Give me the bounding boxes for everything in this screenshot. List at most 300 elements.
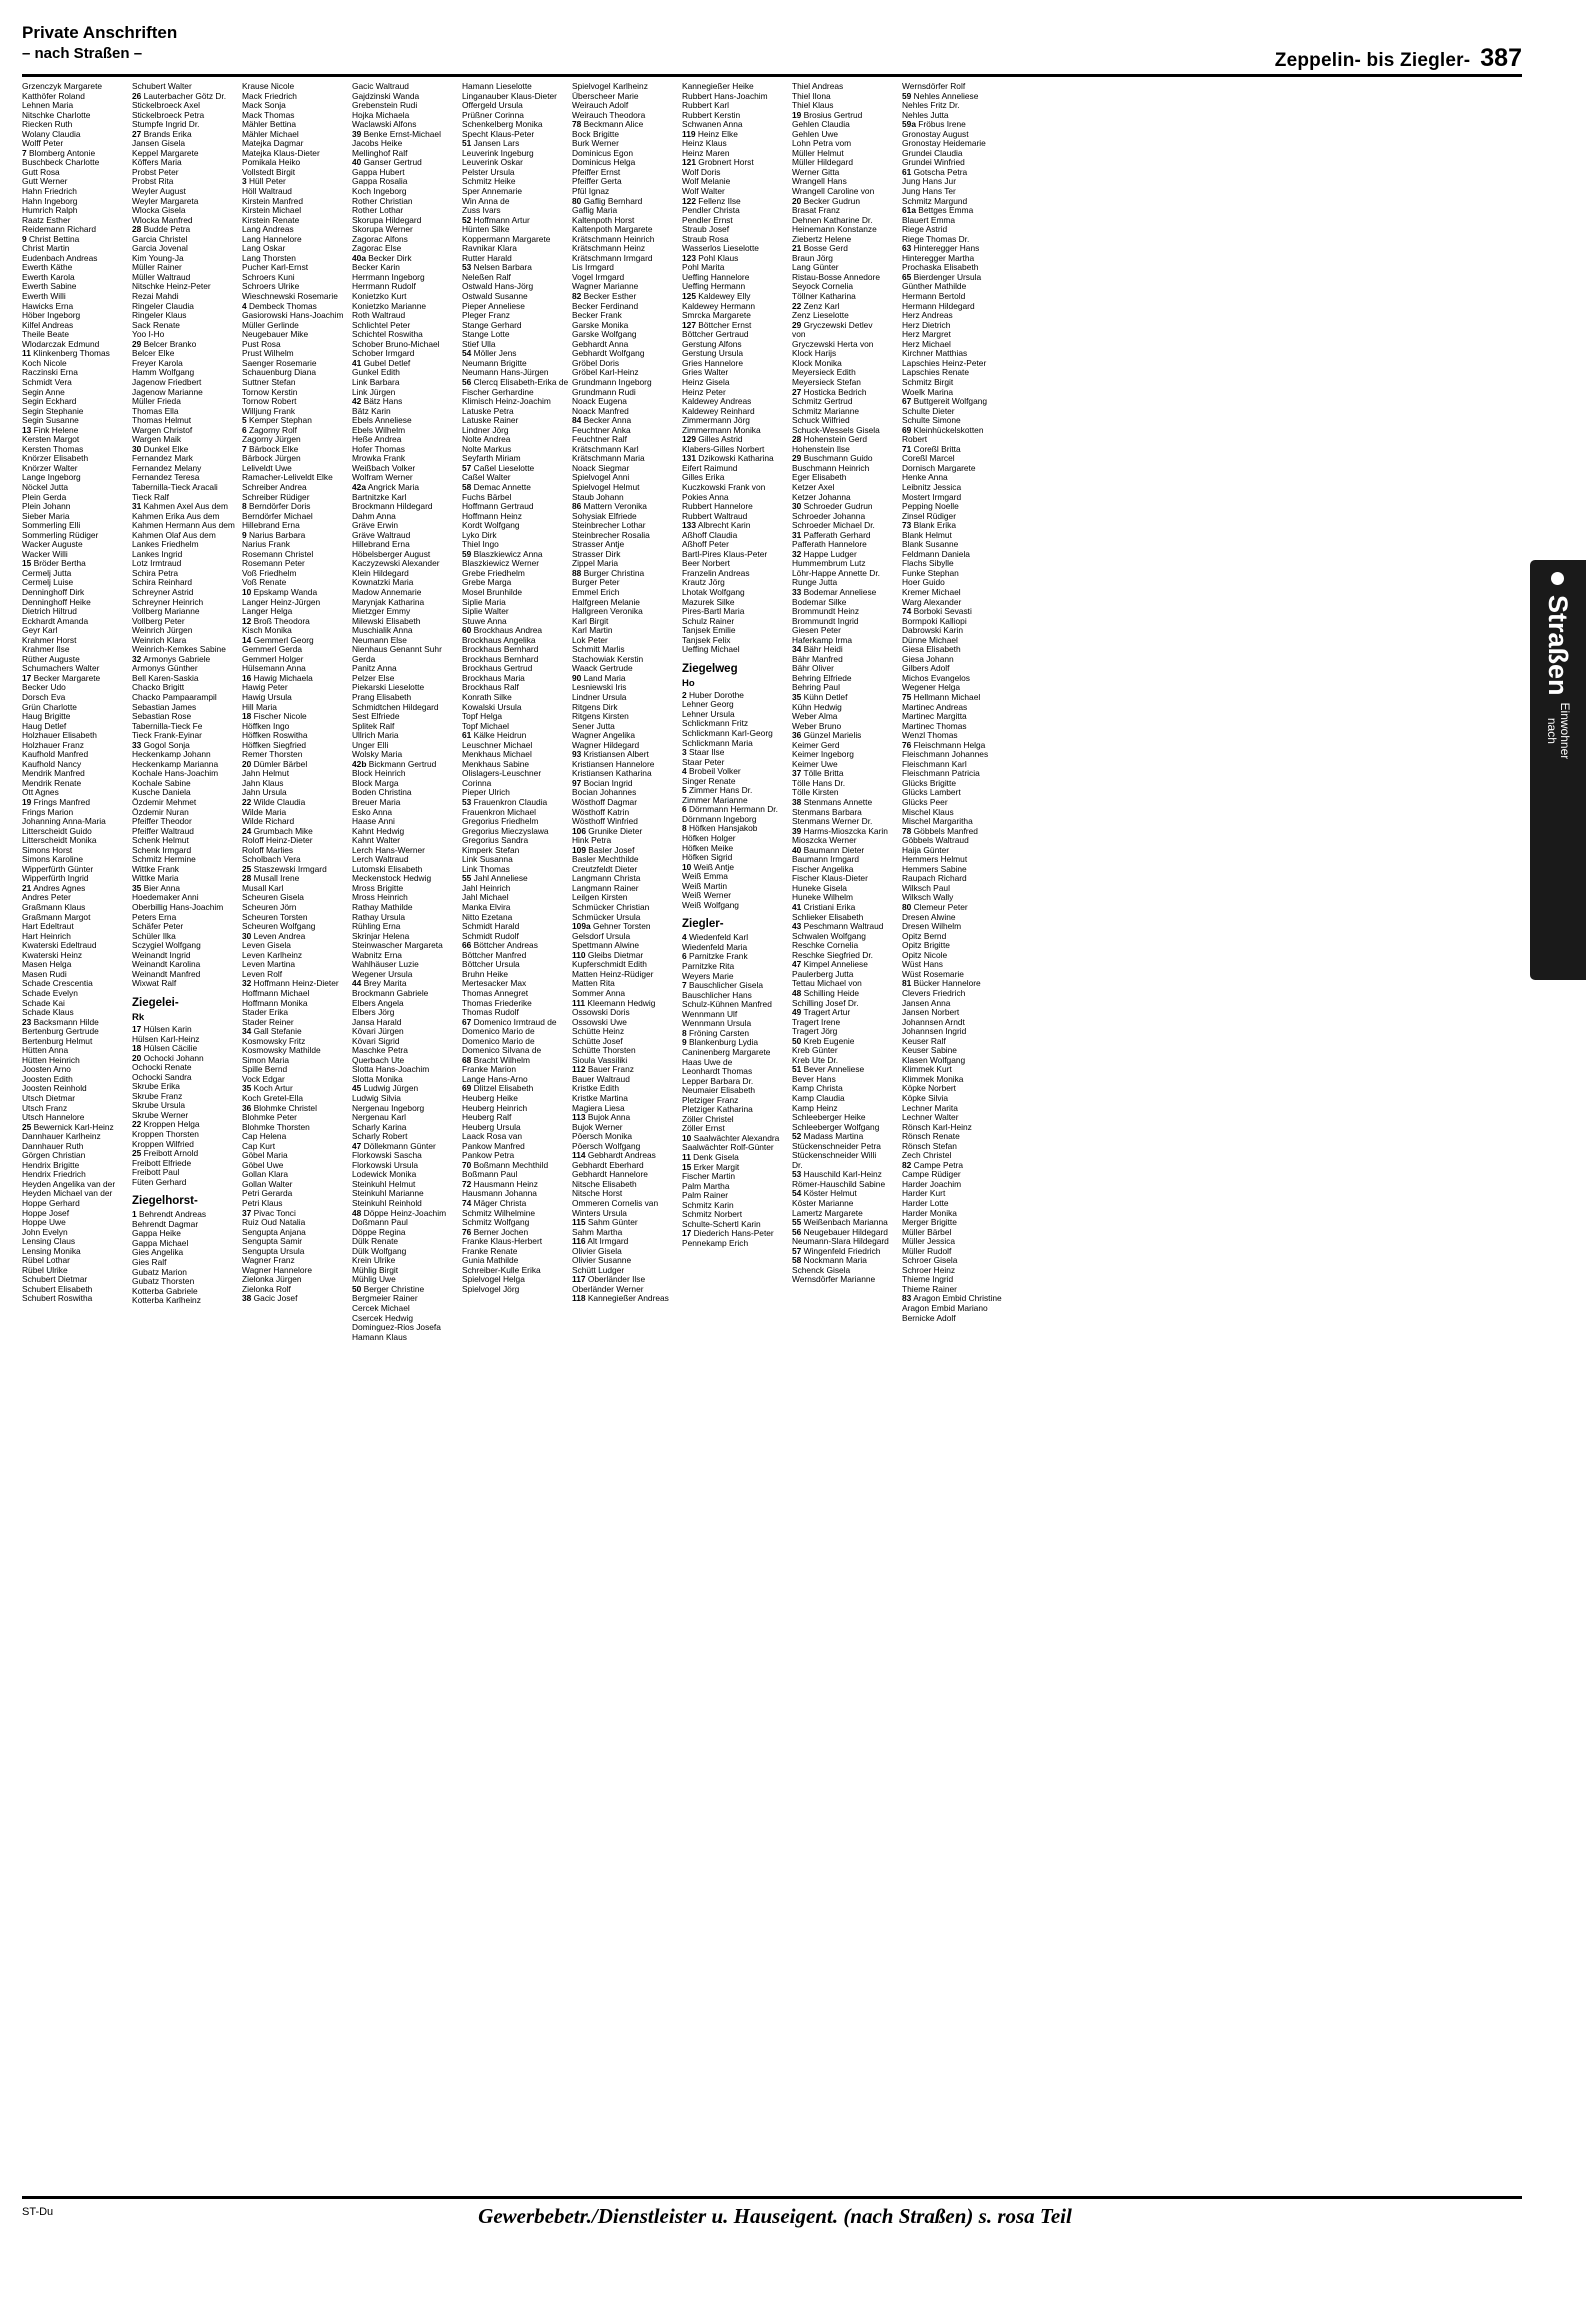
directory-entry: Skrube Werner [132, 1109, 189, 1120]
directory-entry: Dülk Wolfgang [352, 1245, 407, 1256]
directory-entry: Thiel Andreas [792, 82, 844, 91]
directory-entry: Konrath Silke [462, 692, 512, 702]
directory-entry: Bertenburg Gertrude [22, 1026, 99, 1037]
directory-entry: Bartnitzke Karl [352, 491, 407, 502]
directory-entry: Mostert Irmgard [902, 491, 962, 502]
directory-entry: Prochaska Elisabeth [902, 262, 979, 273]
directory-entry: Kroppen Thorsten [132, 1128, 199, 1139]
directory-entry: Fleischmann Johannes [902, 749, 989, 760]
directory-entry: Wipperfürth Günter [22, 863, 94, 874]
directory-entry: Utsch Franz [22, 1102, 68, 1113]
directory-entry: Sener Jutta [572, 720, 615, 731]
directory-entry: Stange Lotte [462, 329, 510, 340]
directory-entry: Opitz Bernd [902, 930, 947, 941]
directory-entry: Haug Brigitte [22, 711, 71, 722]
directory-entry: Zielonka Jürgen [242, 1274, 302, 1285]
directory-entry: Wagner Franz [242, 1255, 295, 1266]
directory-entry: Schüler Ilka [132, 930, 176, 941]
directory-entry: Hausmann Johanna [462, 1188, 537, 1199]
directory-entry: Waack Gertrude [572, 663, 633, 674]
directory-entry: Hermann Hildegard [902, 300, 975, 311]
directory-entry: 43 Peschmann Waltraud [792, 921, 884, 932]
directory-entry: Ruiz Oud Natalia [242, 1217, 306, 1228]
directory-entry: Lang Andreas [242, 224, 294, 235]
directory-entry: Singer Renate [682, 775, 736, 786]
directory-entry: 31 Kahmen Axel Aus dem [132, 501, 228, 512]
directory-entry: 15 Bröder Bertha [22, 558, 86, 569]
directory-entry: 74 Mäger Christa [462, 1197, 527, 1208]
directory-entry: 53 Nelsen Barbara [462, 262, 532, 273]
directory-entry: Kwaterski Edeltraud [22, 940, 97, 951]
directory-entry: Noack Eugena [572, 396, 627, 407]
directory-entry: Heinz Klaus [682, 138, 727, 149]
directory-entry: Franke Marion [462, 1064, 516, 1075]
directory-entry: Spettmann Alwine [572, 940, 640, 951]
directory-entry: Hahn Friedrich [22, 186, 77, 197]
directory-entry: Chacko Pampaarampil [132, 692, 217, 702]
directory-entry: Gronostay August [902, 128, 969, 139]
directory-entry: Schira Petra [132, 567, 179, 578]
directory-entry: Simons Karoline [22, 854, 83, 865]
directory-entry: Dresen Wilhelm [902, 921, 962, 932]
directory-entry: Herz Dietrich [902, 319, 951, 330]
directory-entry: Gryczewski Herta von [792, 338, 874, 349]
directory-entry: Caninenberg Margarete [682, 1046, 771, 1057]
directory-entry: Wagner Marianne [572, 281, 639, 292]
directory-entry: Kahnt Hedwig [352, 825, 405, 836]
directory-entry: Masen Helga [22, 959, 72, 970]
directory-entry: Narius Frank [242, 539, 290, 550]
directory-entry: Ringeler Klaus [132, 310, 187, 321]
directory-entry: Voß Friedhelm [242, 567, 297, 578]
directory-entry: Olivier Gisela [572, 1245, 622, 1256]
directory-entry: Bähr Manfred [792, 653, 843, 664]
directory-entry: Glücks Lambert [902, 787, 961, 798]
directory-entry: Schuck-Wessels Gisela [792, 424, 880, 435]
directory-entry: 57 Wingenfeld Friedrich [792, 1245, 881, 1256]
directory-entry: Schleeberger Heike [792, 1112, 866, 1123]
directory-entry: Haija Günter [902, 844, 950, 855]
directory-entry: Harder Joachim [902, 1178, 962, 1189]
directory-entry: Harder Kurt [902, 1188, 946, 1199]
directory-entry: Heyden Michael van der [22, 1188, 113, 1199]
directory-entry: Glücks Peer [902, 797, 948, 808]
directory-entry: Nienhaus Genannt Suhr Gerda [352, 644, 445, 664]
directory-entry: Schwalen Wolfgang [792, 930, 866, 941]
directory-entry: 8 Berndörfer Doris [242, 501, 311, 512]
directory-entry: Kahmen Erika Aus dem [132, 510, 220, 521]
directory-entry: Feuchtner Anka [572, 424, 631, 435]
directory-entry: Mack Friedrich [242, 90, 297, 101]
directory-entry: 37 Tölle Britta [792, 768, 844, 779]
directory-entry: Höffken Siegfried [242, 739, 307, 750]
directory-entry: Hill Maria [242, 701, 277, 712]
directory-entry: Segin Eckhard [22, 396, 77, 407]
directory-entry: Schreyner Astrid [132, 586, 194, 597]
directory-entry: Wenzl Thomas [902, 730, 958, 741]
directory-entry: Rosemann Peter [242, 558, 305, 569]
directory-entry: Staar Peter [682, 756, 725, 767]
directory-entry: Hütten Heinrich [22, 1054, 80, 1065]
directory-entry: Brockhaus Ralf [462, 682, 519, 693]
directory-entry: Skorupa Werner [352, 224, 413, 235]
directory-entry: Ochocki Sandra [132, 1071, 192, 1082]
directory-entry: 40 Ganser Gertrud [352, 157, 422, 168]
directory-entry: Saalwächter Rolf-Günter [682, 1142, 774, 1153]
directory-entry: Müller Hildegard [792, 157, 853, 168]
directory-entry: Pöersch Monika [572, 1131, 633, 1142]
directory-entry: Domenico Mario de [462, 1035, 535, 1046]
directory-entry: Ott Agnes [22, 787, 59, 798]
directory-entry: Franzelin Andreas [682, 567, 750, 578]
directory-entry: Schumachers Walter [22, 663, 100, 674]
directory-entry: Hillebrand Erna [352, 539, 410, 550]
directory-entry: Tettau Michael von [792, 978, 862, 989]
directory-entry: Kaldewey Reinhard [682, 405, 755, 416]
directory-entry: Blaszkiewicz Werner [462, 558, 540, 569]
directory-entry: Gappa Heike [132, 1228, 181, 1239]
directory-entry: Bätz Karin [352, 405, 391, 416]
directory-entry: Querbach Ute [352, 1054, 405, 1065]
directory-entry: Tanjsek Felix [682, 634, 731, 645]
directory-entry: Schmidt Vera [22, 376, 72, 387]
directory-entry: Probst Rita [132, 176, 174, 187]
directory-entry: Zielonka Rolf [242, 1283, 291, 1294]
directory-entry: Splitek Ralf [352, 720, 395, 731]
directory-entry: 65 Bierdenger Ursula [902, 271, 982, 282]
directory-column [132, 82, 242, 2180]
directory-entry: Matejka Klaus-Dieter [242, 147, 320, 158]
directory-entry: Kamp Heinz [792, 1102, 838, 1113]
directory-entry: Kotterba Gabriele [132, 1285, 198, 1296]
directory-entry: Ramacher-Leliveldt Elke [242, 472, 333, 483]
directory-entry: Pires-Bartl Maria [682, 606, 745, 617]
directory-entry: Harder Monika [902, 1207, 957, 1218]
directory-entry: Ommeren Cornelis van [572, 1197, 659, 1208]
directory-entry: 47 Döllekmann Günter [352, 1140, 436, 1151]
directory-entry: Heße Andrea [352, 434, 402, 445]
directory-entry: Kusche Daniela [132, 787, 191, 798]
directory-entry: Nitschke Charlotte [22, 109, 91, 120]
directory-entry: Lensing Claus [22, 1236, 76, 1247]
directory-entry: Müller Gerlinde [242, 319, 299, 330]
directory-entry: 9 Christ Bettina [22, 233, 80, 244]
directory-entry: Bähr Oliver [792, 663, 834, 674]
directory-entry: Sieber Maria [22, 510, 70, 521]
directory-entry: Joosten Edith [22, 1073, 73, 1084]
directory-entry: Schenck Gisela [792, 1264, 851, 1275]
directory-entry: Kotterba Karlheinz [132, 1295, 201, 1306]
directory-entry: Heuberg Heike [462, 1092, 518, 1103]
directory-entry: Behring Paul [792, 682, 840, 693]
directory-entry: Mack Sonja [242, 100, 286, 111]
directory-entry: Marynjak Katharina [352, 596, 425, 607]
directory-entry: Tieck Ralf [132, 491, 169, 502]
directory-entry: Berndörfer Michael [242, 510, 313, 521]
directory-entry: Straub Josef [682, 224, 730, 235]
directory-entry: Höfken Meike [682, 842, 734, 853]
directory-entry: 50 Kreb Eugenie [792, 1035, 855, 1046]
directory-entry: Kisch Monika [242, 625, 292, 636]
street-heading: Ziegelei- [132, 996, 179, 1009]
directory-entry: Blohmke Thorsten [242, 1121, 310, 1132]
directory-entry: 35 Bier Anna [132, 882, 180, 893]
directory-entry: Scheuren Torsten [242, 911, 308, 922]
directory-entry: Sengupta Samir [242, 1236, 303, 1247]
directory-entry: Gregorius Sandra [462, 835, 529, 846]
directory-entry: Rubbert Karl [682, 100, 730, 111]
directory-entry: Pletziger Franz [682, 1094, 739, 1105]
directory-entry: Koch Nicole [22, 357, 67, 368]
directory-entry: Link Barbara [352, 376, 400, 387]
directory-entry: Dominicus Helga [572, 157, 636, 168]
directory-entry: Sommerling Rüdiger [22, 529, 99, 540]
directory-entry: Schauenburg Diana [242, 367, 317, 378]
directory-entry: Füten Gerhard [132, 1176, 187, 1187]
directory-entry: Warg Alexander [902, 596, 962, 607]
directory-entry: Dörnmann Ingeborg [682, 813, 757, 824]
directory-entry: 31 Pafferath Gerhard [792, 529, 871, 540]
directory-entry: Manka Elvira [462, 902, 511, 913]
directory-entry: Knörzer Elisabeth [22, 453, 89, 464]
directory-entry: Blank Helmut [902, 529, 952, 540]
directory-entry: Heinz Gisela [682, 376, 730, 387]
directory-entry: Hendrix Friedrich [22, 1169, 86, 1180]
directory-entry: Utsch Dietmar [22, 1092, 76, 1103]
directory-entry: 2 Huber Dorothe [682, 689, 744, 700]
directory-entry: Rönsch Renate [902, 1131, 960, 1142]
directory-entry: 133 Albrecht Karin [682, 520, 751, 531]
directory-entry: Thomas Helmut [132, 415, 192, 426]
directory-entry: Giesa Johann [902, 653, 954, 664]
directory-entry: Schubert Dietmar [22, 1274, 88, 1285]
directory-entry: Grundei Claudia [902, 147, 963, 158]
directory-entry: Simon Maria [242, 1054, 290, 1065]
directory-entry: Kaczyzewski Alexander [352, 558, 440, 569]
directory-entry: Koch Ingeborg [352, 186, 407, 197]
directory-entry: Klein Hildegard [352, 567, 409, 578]
directory-entry: 106 Grunike Dieter [572, 825, 643, 836]
directory-entry: Bernicke Adolf [902, 1312, 956, 1323]
directory-entry: Hamm Wolfgang [132, 367, 195, 378]
directory-entry: Laack Rosa van [462, 1131, 523, 1142]
directory-entry: 41 Cristiani Erika [792, 902, 856, 913]
directory-entry: Tölle Hans Dr. [792, 777, 846, 788]
directory-entry: 25 Freibott Arnold [132, 1148, 199, 1159]
directory-entry: 20 Dümler Bärbel [242, 758, 308, 769]
directory-entry: 60 Brockhaus Andrea [462, 625, 543, 636]
directory-entry: Mähler Michael [242, 128, 299, 139]
directory-entry: Burk Werner [572, 138, 619, 149]
directory-entry: Schroeder Michael Dr. [792, 520, 875, 531]
directory-entry: Schütte Heinz [572, 1026, 625, 1037]
directory-entry: 28 Budde Petra [132, 224, 191, 235]
directory-entry: Riege Thomas Dr. [902, 233, 970, 244]
directory-entry: Schreiber Andrea [242, 481, 307, 492]
directory-columns [22, 82, 1522, 2180]
directory-entry: Rother Lothar [352, 205, 404, 216]
directory-entry: Weirauch Adolf [572, 100, 629, 111]
directory-entry: Gollan Klara [242, 1169, 289, 1180]
directory-entry: Lehner Ursula [682, 708, 735, 719]
directory-entry: Karl Martin [572, 625, 613, 636]
directory-entry: Kuczkowski Frank von [682, 481, 766, 492]
directory-entry: Jagenow Friedbert [132, 376, 202, 387]
directory-entry: Kreb Günter [792, 1045, 838, 1056]
directory-entry: 111 Kleemann Hedwig [572, 997, 656, 1008]
directory-entry: 32 Armonys Gabriele [132, 653, 211, 664]
directory-entry: Merger Brigitte [902, 1217, 957, 1228]
directory-entry: Wrangell Caroline von [792, 186, 875, 197]
directory-entry: Müller Rainer [132, 262, 182, 273]
directory-entry: Blauert Emma [902, 214, 956, 225]
directory-entry: Schober Irmgard [352, 348, 415, 359]
directory-entry: Thomas Rudolf [462, 1007, 519, 1018]
directory-entry: Kim Young-Ja [132, 252, 184, 263]
directory-entry: Jahn Helmut [242, 768, 290, 779]
directory-entry: Göbel Maria [242, 1150, 288, 1161]
directory-entry: 20 Becker Gudrun [792, 195, 860, 206]
directory-entry: Koch Gretel-Ella [242, 1092, 303, 1103]
directory-entry: Mischel Klaus [902, 806, 954, 817]
directory-entry: Gappa Rosalia [352, 176, 408, 187]
directory-entry: Bruhn Heike [462, 968, 509, 979]
directory-entry: Pfeiffer Waltraud [132, 825, 194, 836]
directory-entry: Höfken Sigrid [682, 852, 733, 863]
directory-entry: Musall Karl [242, 882, 284, 893]
directory-entry: Stuwe Anna [462, 615, 507, 626]
directory-entry: 50 Berger Christine [352, 1283, 425, 1294]
directory-entry: Lapschies Heinz-Peter [902, 357, 987, 368]
directory-entry: Klock Monika [792, 357, 842, 368]
header-range-block [1275, 44, 1522, 73]
directory-entry: Kaltenpoth Horst [572, 214, 635, 225]
directory-entry: Lange Hans-Arno [462, 1073, 528, 1084]
directory-entry: Mosel Brunhilde [462, 586, 523, 597]
directory-entry: Wernsdörfer Rolf [902, 82, 966, 91]
directory-entry: Gröbel Doris [572, 357, 620, 368]
directory-entry: Wieschnewski Rosemarie [242, 291, 338, 302]
directory-entry: Palm Rainer [682, 1190, 729, 1201]
directory-entry: Eger Elisabeth [792, 472, 847, 483]
directory-entry: Woelk Marina [902, 386, 954, 397]
directory-entry: Wegener Ursula [352, 968, 413, 979]
directory-entry: 88 Burger Christina [572, 567, 645, 578]
directory-entry: Haug Detlef [22, 720, 67, 731]
directory-entry: Köster Marianne [792, 1197, 854, 1208]
directory-entry: Hülsemann Anna [242, 663, 306, 674]
directory-entry: Böttcher Ursula [462, 959, 520, 970]
directory-entry: Görgen Christian [22, 1150, 86, 1161]
directory-entry: Pendler Christa [682, 205, 740, 216]
directory-entry: Kremer Michael [902, 586, 961, 597]
directory-entry: Palm Martha [682, 1180, 730, 1191]
directory-entry: Lange Ingeborg [22, 472, 81, 483]
directory-entry: 44 Brey Marita [352, 978, 407, 989]
directory-entry: 112 Bauer Franz [572, 1064, 634, 1075]
directory-entry: Nitsche Elisabeth [572, 1178, 637, 1189]
directory-entry: Grundmann Rudi [572, 386, 636, 397]
directory-entry: Ueffing Michael [682, 644, 740, 655]
directory-entry: 6 Parnitzke Frank [682, 951, 748, 962]
directory-entry: Klimmek Kurt [902, 1064, 952, 1075]
directory-entry: Segin Stephanie [22, 405, 84, 416]
directory-entry: Gregorius Friedhelm [462, 816, 539, 827]
directory-entry: 52 Hoffmann Artur [462, 214, 530, 225]
directory-entry: Litterscheidt Monika [22, 835, 97, 846]
directory-entry: Bodemar Silke [792, 596, 847, 607]
directory-entry: Schlieker Elisabeth [792, 911, 864, 922]
directory-entry: Siplie Maria [462, 596, 506, 607]
directory-entry: Keuser Ralf [902, 1035, 946, 1046]
directory-entry: Schade Klaus [22, 1007, 74, 1018]
directory-entry: Kersten Thomas [22, 443, 84, 454]
directory-entry: Wolany Claudia [22, 128, 81, 139]
directory-entry: Pletziger Katharina [682, 1104, 753, 1115]
directory-entry: Jung Hans Ter [902, 186, 956, 197]
directory-entry: Nergenau Ingeborg [352, 1102, 425, 1113]
directory-entry: Roloff Heinz-Dieter [242, 835, 313, 846]
directory-entry: Gubatz Marion [132, 1266, 187, 1277]
footer-note: Gewerbebetr./Dienstleister u. Hauseigent. (nach Straßen) s. rosa Teil [478, 2204, 1072, 2228]
directory-entry: Lok Peter [572, 634, 608, 645]
directory-entry: Lindner Jörg [462, 424, 509, 435]
directory-entry: Wagner Hildegard [572, 739, 640, 750]
directory-entry: Jansen Norbert [902, 1007, 960, 1018]
directory-entry: Gemmerl Gerda [242, 644, 303, 655]
directory-entry: Brommundt Ingrid [792, 615, 859, 626]
directory-entry: Pfeiffer Gerta [572, 176, 622, 187]
directory-entry: Wargen Christof [132, 424, 193, 435]
directory-entry: Johannsen Ingrid [902, 1026, 967, 1037]
directory-entry: Mühlig Uwe [352, 1274, 396, 1285]
directory-entry: Gubatz Thorsten [132, 1276, 195, 1287]
directory-entry: Holzhauer Elisabeth [22, 730, 97, 741]
directory-entry: Rosemann Christel [242, 548, 314, 559]
directory-entry: Hummembrum Lutz [792, 558, 866, 569]
directory-entry: Dorsch Eva [22, 692, 66, 702]
directory-entry: 8 Fröning Carsten [682, 1027, 750, 1038]
directory-entry: Müller Helmut [792, 147, 844, 158]
directory-entry: 58 Nockmann Maria [792, 1255, 867, 1266]
directory-entry: Gemmerl Holger [242, 653, 304, 664]
directory-entry: Cap Helena [242, 1131, 287, 1142]
directory-entry: 35 Koch Artur [242, 1083, 293, 1094]
directory-entry: Wilksch Paul [902, 882, 950, 893]
directory-entry: 7 Bärbock Elke [242, 443, 299, 454]
directory-entry: Matten Rita [572, 978, 615, 989]
directory-entry: Gerstung Alfons [682, 338, 742, 349]
directory-entry: Schütte Josef [572, 1035, 623, 1046]
directory-entry: Jahl Heinrich [462, 882, 511, 893]
directory-entry: Tornow Robert [242, 396, 297, 407]
directory-entry: Weinrich Klara [132, 634, 187, 645]
directory-entry: Schenkelberg Monika [462, 119, 543, 130]
directory-entry: Jacobs Heike [352, 138, 403, 149]
directory-entry: Block Heinrich [352, 768, 406, 779]
directory-entry: 28 Hohenstein Gerd [792, 434, 867, 445]
directory-entry: Hawig Ursula [242, 692, 292, 702]
directory-entry: 42b Bickmann Gertrud [352, 758, 437, 769]
directory-entry: Henke Anna [902, 472, 948, 483]
directory-entry: Rühling Erna [352, 921, 401, 932]
directory-entry: Domenico Mario de [462, 1026, 535, 1037]
directory-entry: Hamann Lieselotte [462, 82, 532, 91]
directory-entry: Gollan Walter [242, 1178, 293, 1189]
directory-entry: Kaltenpoth Margarete [572, 224, 653, 235]
directory-entry: 74 Borboki Sevasti [902, 606, 972, 617]
page-header [22, 22, 1522, 78]
